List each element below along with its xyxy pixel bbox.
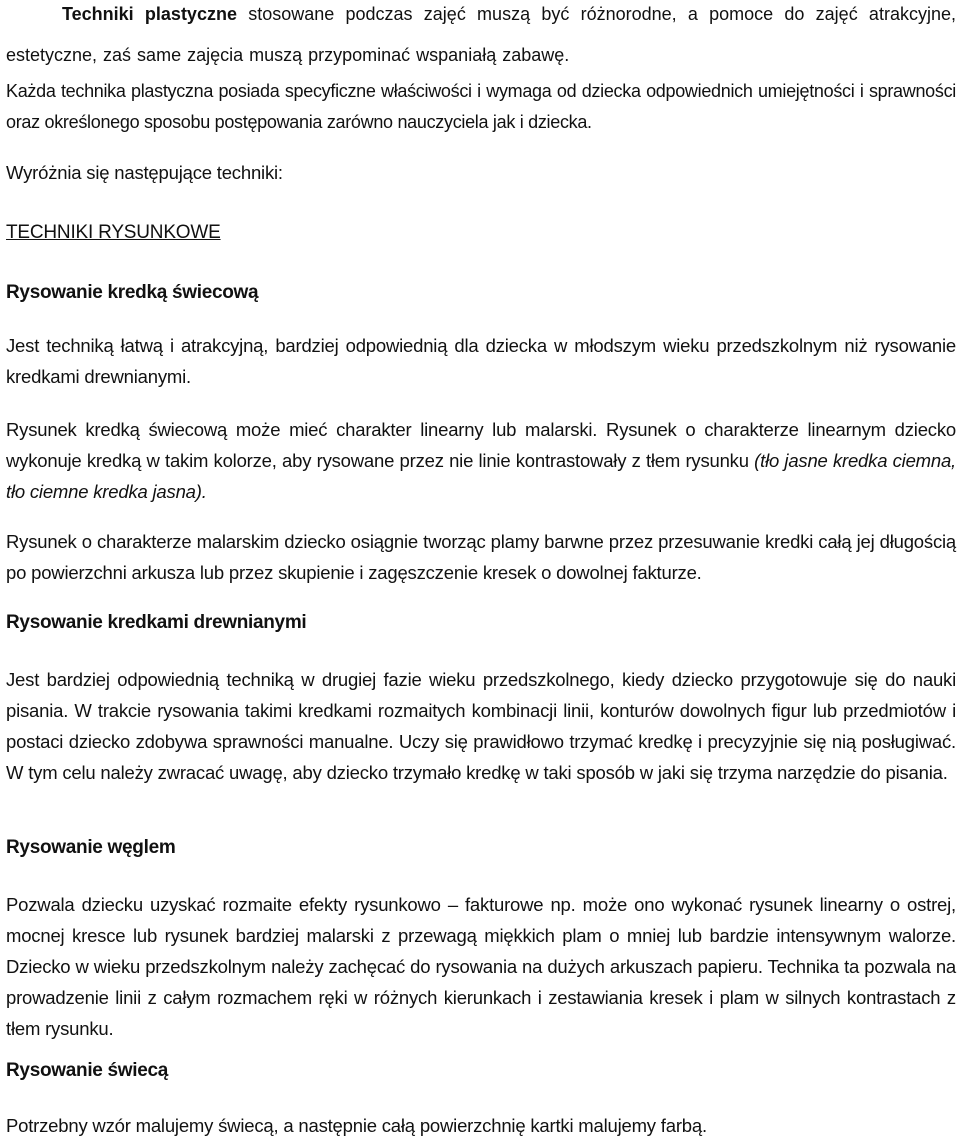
- technique-heading-candle: Rysowanie świecą: [6, 1060, 169, 1081]
- technique-wooden-pencils-paragraph: Jest bardziej odpowiednią techniką w drugiej fazie wieku przedszkolnego, kiedy dziecko przygotowuje się do nauki pisania. W trakcie rysowania takimi kredkami rozmaitych kombinacji linii, konturów dowolnych figur lub przedmiotów i postaci dziecko zdobywa sprawności manualne. Uczy się prawidłowo trzymać kredkę i precyzyjnie się nią posługiwać. W tym celu należy zwracać uwagę, aby dziecko trzymało kredkę w taki sposób w jaki się trzyma narzędzie do pisania.: [6, 669, 956, 783]
- technique-heading-wooden-pencils: Rysowanie kredkami drewnianymi: [6, 612, 307, 633]
- technique-crayon-paragraph-2-italic: (tło jasne kredka ciemna, tło ciemne kredka jasna).: [6, 450, 956, 502]
- technique-crayon-paragraph-1: Jest techniką łatwą i atrakcyjną, bardziej odpowiednią dla dziecka w młodszym wieku przedszkolnym niż rysowanie kredkami drewnianymi.: [6, 335, 956, 387]
- technique-heading-crayon: Rysowanie kredką świecową: [6, 282, 259, 303]
- technique-crayon-paragraph-2-text: Rysunek kredką świecową może mieć charakter linearny lub malarski. Rysunek o charakterze linearnym dziecko wykonuje kredką w takim kolorze, aby rysowane przez nie linie kontrastowały z tłem rysunku: [6, 419, 956, 471]
- technique-charcoal-paragraph: Pozwala dziecku uzyskać rozmaite efekty rysunkowo – fakturowe np. może ono wykonać rysunek linearny o ostrej, mocnej kresce lub rysunek bardziej malarski z przewagą miękkich plam o mniej lub bardzie intensywnym walorze. Dziecko w wieku przedszkolnym należy zachęcać do rysowania na dużych arkuszach papieru. Technika ta pozwala na prowadzenie linii z całym rozmachem ręki w różnych kierunkach i zestawiania kresek i plam w silnych kontrastach z tłem rysunku.: [6, 894, 956, 1039]
- intro-paragraph-2: Każda technika plastyczna posiada specyficzne właściwości i wymaga od dziecka odpowiednich umiejętności i sprawności oraz określonego sposobu postępowania zarówno nauczyciela jak i dziecka.: [6, 81, 956, 132]
- section-title: TECHNIKI RYSUNKOWE: [6, 222, 221, 243]
- technique-heading-charcoal: Rysowanie węglem: [6, 837, 176, 858]
- intro-paragraph-1-text: stosowane podczas zajęć muszą być różnorodne, a pomoce do zajęć atrakcyjne, estetyczne, zaś same zajęcia muszą przypominać wspaniałą zabawę.: [6, 4, 956, 65]
- intro-lead-term: Techniki plastyczne: [62, 4, 237, 24]
- technique-crayon-paragraph-2: [6, 414, 956, 507]
- intro-paragraph-1: [6, 0, 956, 76]
- technique-candle-paragraph: Potrzebny wzór malujemy świecą, a następnie całą powierzchnię kartki malujemy farbą.: [6, 1115, 707, 1136]
- technique-crayon-paragraph-3: Rysunek o charakterze malarskim dziecko osiągnie tworząc plamy barwne przez przesuwanie kredki całą jej długością po powierzchni arkusza lub przez skupienie i zagęszczenie kresek o dowolnej fakturze.: [6, 531, 956, 583]
- intro-paragraph-3: Wyróżnia się następujące techniki:: [6, 162, 283, 183]
